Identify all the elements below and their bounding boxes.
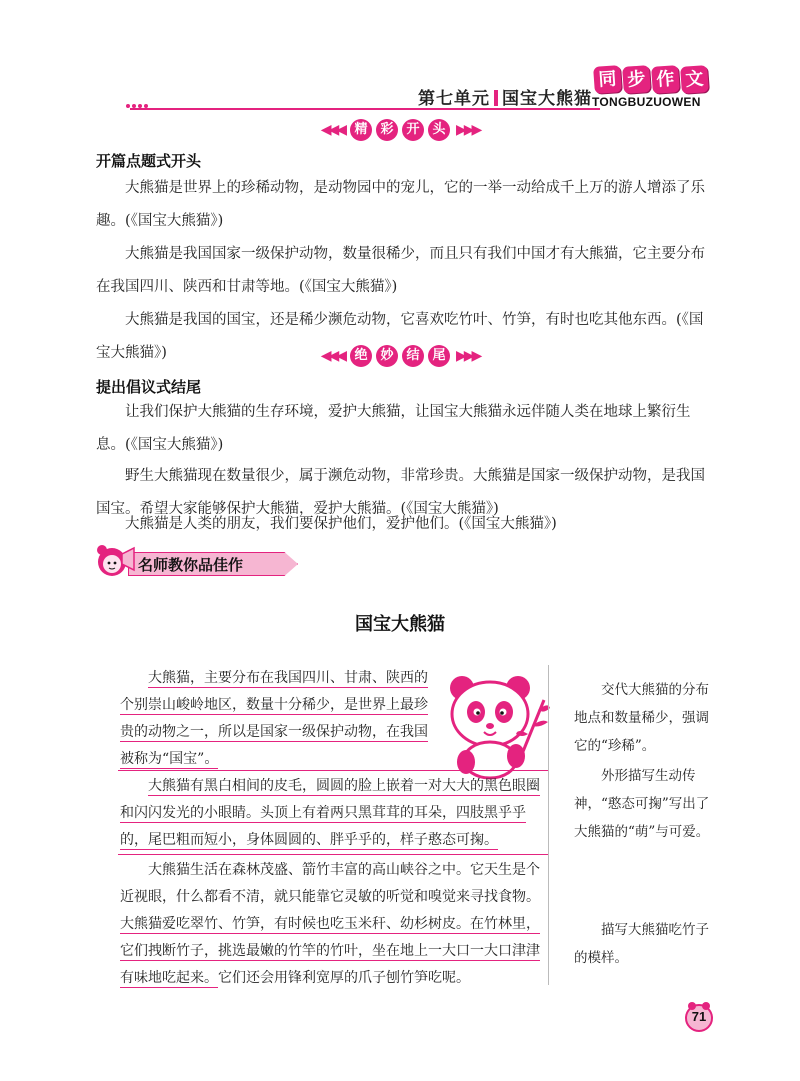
margin-note: 交代大熊猫的分布地点和数量稀少，强调它的“珍稀”。 [574, 682, 709, 754]
banner-char: 绝 [350, 345, 372, 367]
banner-char: 头 [428, 119, 450, 141]
banner-char: 开 [402, 119, 424, 141]
brand-char: 文 [680, 65, 709, 94]
unit-label: 第七单元 [418, 89, 490, 109]
essay-title: 国宝大熊猫 [355, 614, 445, 635]
banner-char: 结 [402, 345, 424, 367]
ending-subtitle: 提出倡议式结尾 [96, 378, 202, 396]
unit-topic: 国宝大熊猫 [502, 89, 592, 109]
essay-separator [118, 854, 548, 855]
essay-paragraph-2 [120, 773, 548, 854]
ending-paragraph: 让我们保护大熊猫的生存环境，爱护大熊猫，让国宝大熊猫永远伴随人类在地球上繁衍生息。(《国宝大熊猫》) [96, 404, 691, 453]
essay-paragraph-1 [120, 665, 436, 773]
essay-paragraph-3 [120, 857, 548, 992]
margin-note: 外形描写生动传神，“憨态可掬”写出了大熊猫的“萌”与可爱。 [574, 768, 710, 840]
opening-subtitle: 开篇点题式开头 [96, 152, 202, 170]
chevron-right-icon: ▶▶▶ [456, 122, 480, 138]
title-divider [494, 90, 498, 106]
essay-text: 它们还会用锋利宽厚的爪子刨竹笋吃呢。 [218, 970, 470, 986]
banner-char: 尾 [428, 345, 450, 367]
brand-char: 作 [651, 65, 680, 94]
essay-text: 大熊猫，主要分布在我国四川、甘肃、陕西的个别崇山峻岭地区，数量十分稀少，是世界上最珍贵的动物之一，所以是国家一级保护动物，在我国被称为“国宝”。 [120, 670, 428, 767]
opening-paragraph: 大熊猫是我国国家一级保护动物，数量很稀少，而且只有我们中国才有大熊猫，它主要分布在我国四川、陕西和甘肃等地。(《国宝大熊猫》) [96, 246, 705, 295]
banner-char: 彩 [376, 119, 398, 141]
essay-text-underlined: 大熊猫爱吃翠竹、竹笋，有时候也吃玉米秆、幼杉树皮。在竹林里，它们拽断竹子，挑选最嫩的竹竿的竹叶，坐在地上一大口一大口津津有味地吃起来。 [120, 916, 540, 986]
chevron-left-icon: ◀◀◀ [320, 122, 344, 138]
opening-banner [0, 118, 800, 142]
page-number-badge [683, 1000, 715, 1032]
annotation-divider [548, 665, 549, 985]
essay-text: 大熊猫生活在森林茂盛、箭竹丰富的高山峡谷之中。它天生是个近视眼，什么都看不清，就只能靠它灵敏的听觉和嗅觉来寻找食物。 [120, 862, 540, 905]
margin-note: 描写大熊猫吃竹子的模样。 [574, 922, 709, 966]
ending-paragraph: 野生大熊猫现在数量很少，属于濒危动物，非常珍贵。大熊猫是国家一级保护动物，是我国国宝。希望大家能够保护大熊猫，爱护大熊猫。(《国宝大熊猫》) [96, 468, 705, 517]
teacher-ribbon [92, 540, 302, 582]
brand-char: 同 [593, 65, 622, 94]
essay-separator [118, 770, 548, 771]
unit-title [418, 84, 592, 109]
brand-pinyin: TONGBUZUOWEN [592, 95, 701, 109]
brand-chars [594, 66, 708, 93]
chevron-right-icon: ▶▶▶ [456, 348, 480, 364]
opening-banner-chars [350, 119, 450, 141]
page-header [0, 0, 800, 120]
banner-char: 精 [350, 119, 372, 141]
megaphone-girl-icon [92, 540, 136, 582]
page-number: 71 [691, 1009, 707, 1024]
ending-banner [0, 344, 800, 368]
opening-paragraph: 大熊猫是我国的国宝，还是稀少濒危动物，它喜欢吃竹叶、竹笋，有时也吃其他东西。(《国宝大熊猫》) [96, 312, 704, 361]
brand-logo [590, 66, 710, 112]
ending-paragraph: 大熊猫是人类的朋友，我们要保护他们，爱护他们。(《国宝大熊猫》) [125, 516, 557, 532]
essay-text: 大熊猫有黑白相间的皮毛，圆圆的脸上嵌着一对大大的黑色眼圈和闪闪发光的小眼睛。头顶上有着两只黑茸茸的耳朵，四肢黑乎乎的，尾巴粗而短小，身体圆圆的、胖乎乎的，样子憨态可掬。 [120, 778, 540, 848]
brand-char: 步 [622, 65, 651, 94]
ending-banner-chars [350, 345, 450, 367]
panda-illustration [432, 670, 552, 780]
banner-char: 妙 [376, 345, 398, 367]
teacher-label: 名师教你品佳作 [138, 556, 244, 574]
opening-paragraph: 大熊猫是世界上的珍稀动物，是动物园中的宠儿，它的一举一动给成千上万的游人增添了乐趣。(《国宝大熊猫》) [96, 180, 705, 229]
chevron-left-icon: ◀◀◀ [320, 348, 344, 364]
